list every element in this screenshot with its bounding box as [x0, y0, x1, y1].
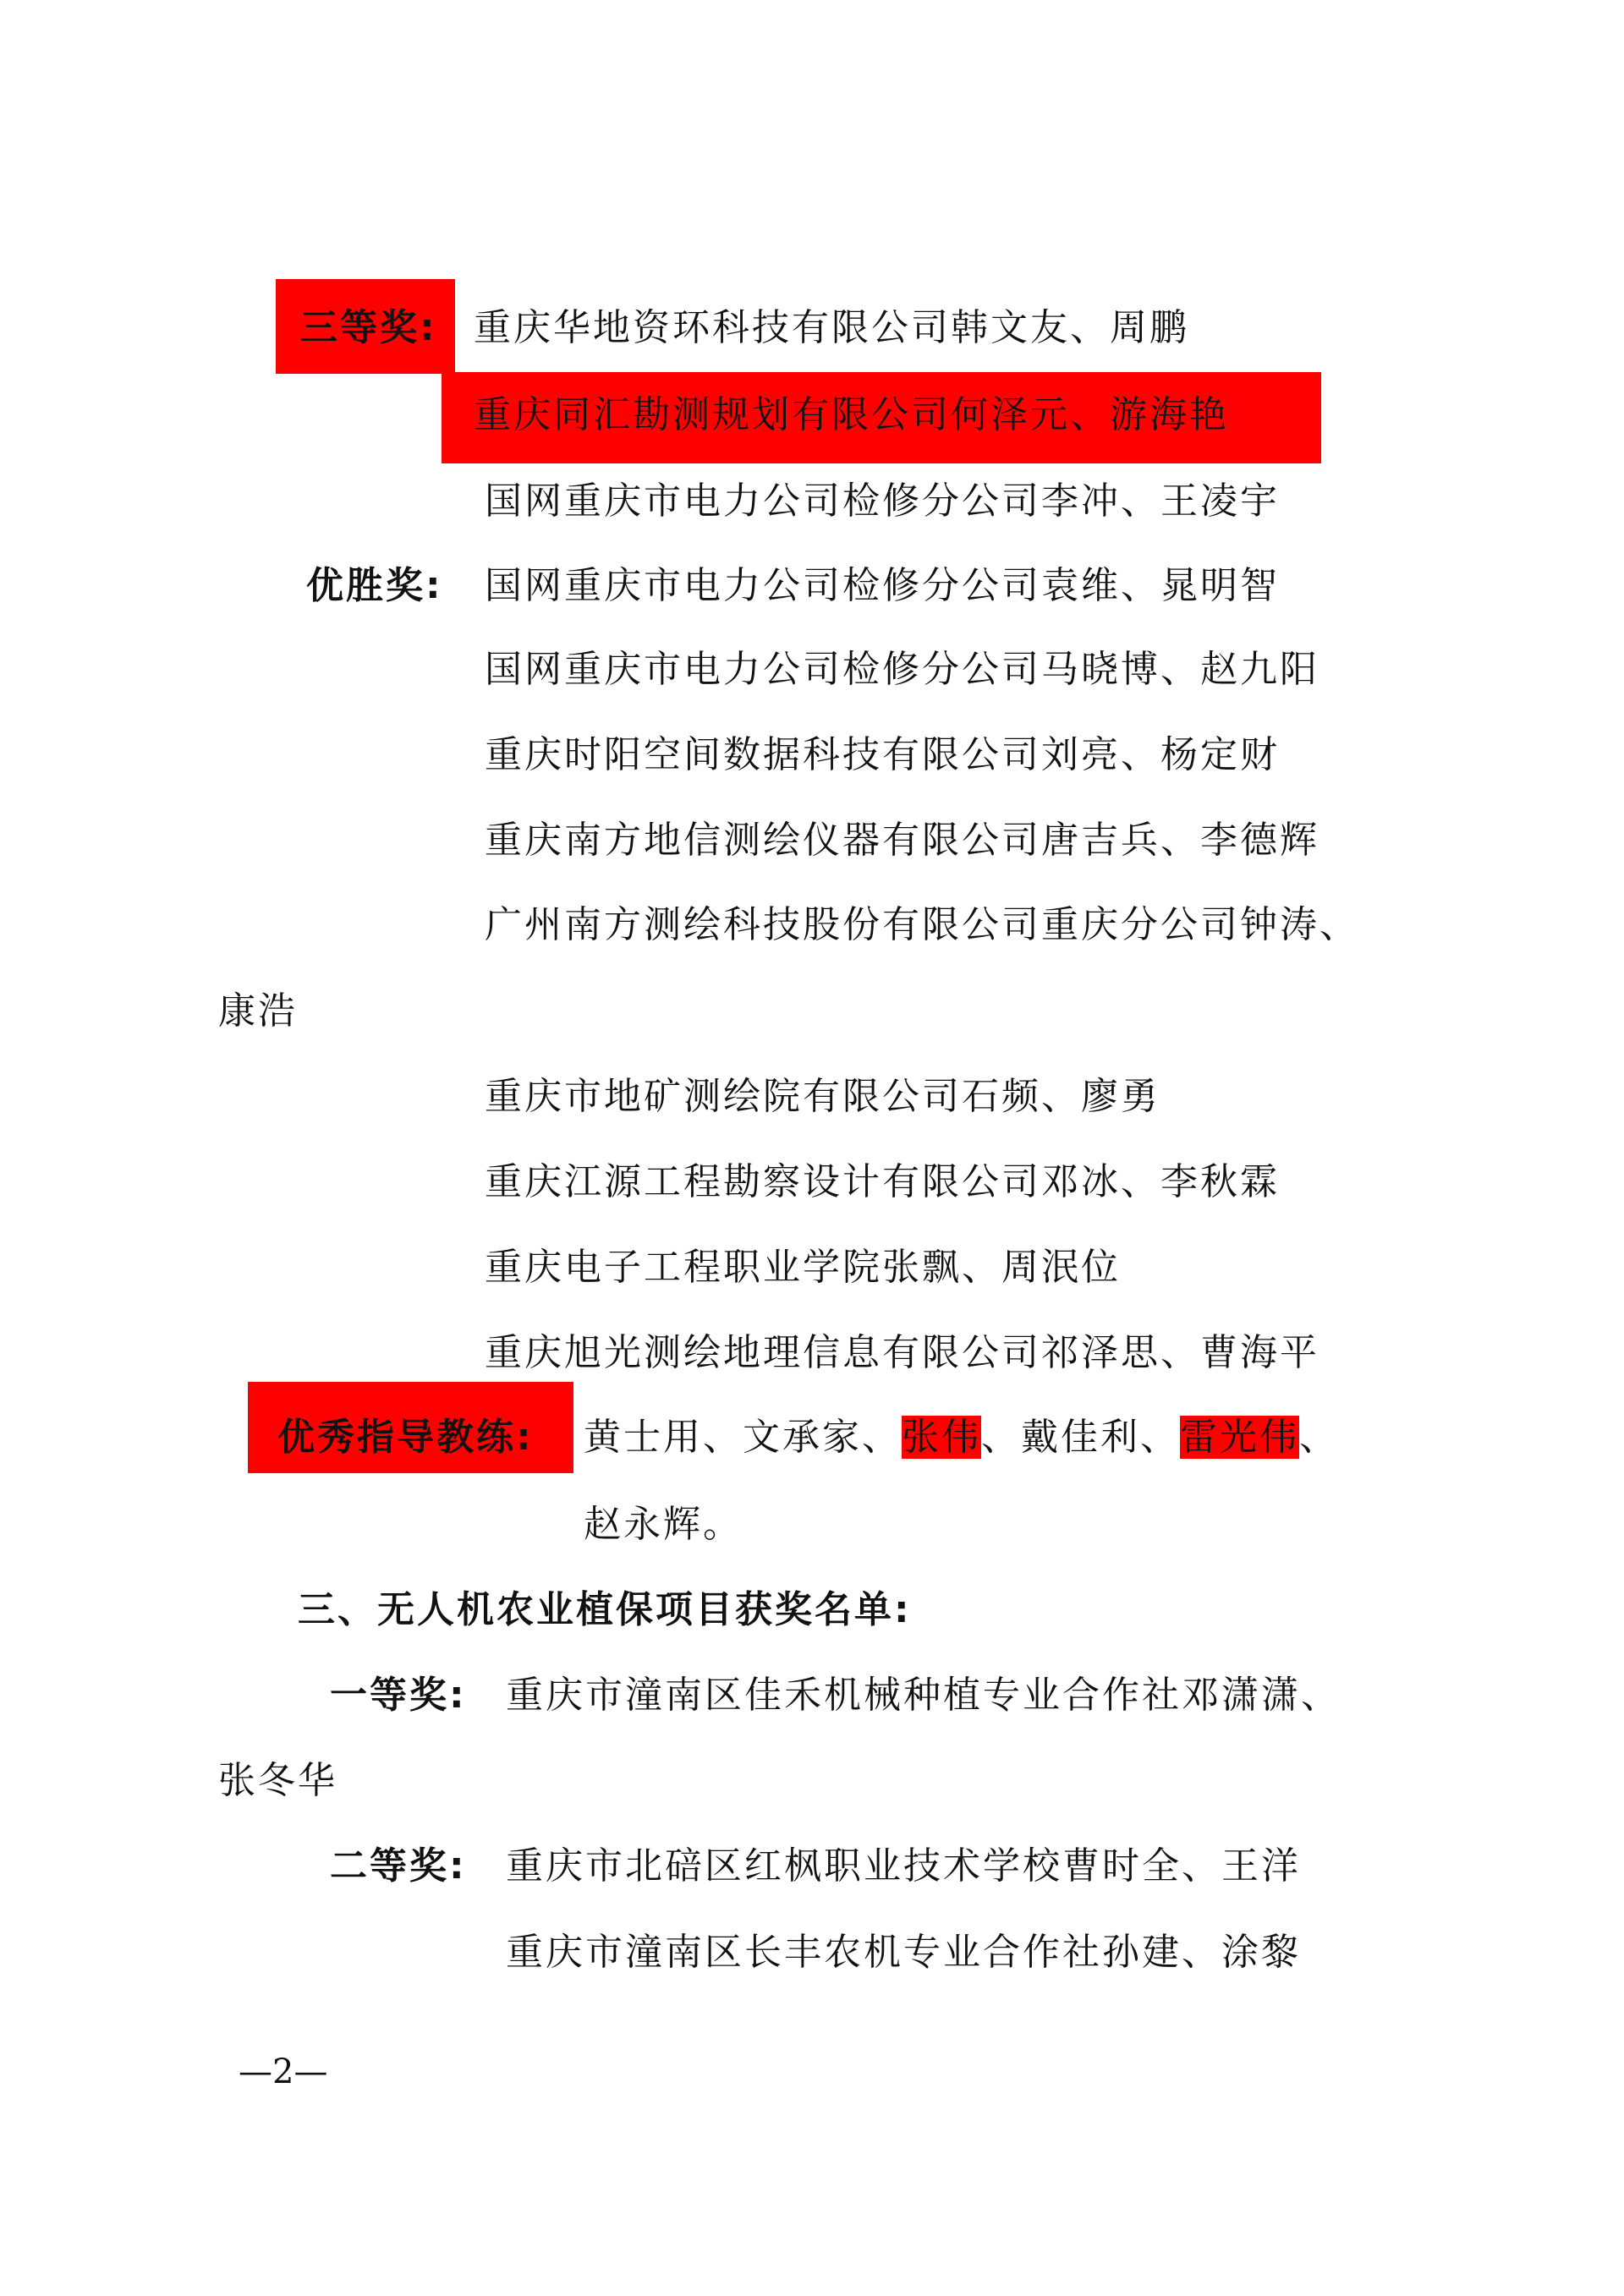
merit-prize-entry: 国网重庆市电力公司检修分公司马晓博、赵九阳: [485, 648, 1320, 691]
merit-prize-label: 优胜奖:: [306, 564, 443, 607]
highlighted-coach-name: 雷光伟: [1180, 1416, 1299, 1459]
merit-prize-entry-continued: 康浩: [218, 989, 298, 1033]
highlighted-coach-name: 张伟: [902, 1416, 981, 1459]
first-prize-entry-continued: 张冬华: [218, 1759, 337, 1802]
third-prize-entry: 国网重庆市电力公司检修分公司李冲、王凌宇: [485, 479, 1280, 523]
third-prize-entry: 重庆同汇勘测规划有限公司何泽元、游海艳: [474, 393, 1229, 436]
coach-names: 黄士用、文承家、: [584, 1416, 902, 1459]
coach-names: 、: [1299, 1416, 1339, 1459]
third-prize-label: 三等奖:: [300, 306, 437, 349]
coaches-line-1: [584, 1411, 1339, 1465]
page-number: —2—: [239, 2052, 328, 2091]
second-prize-label: 二等奖:: [330, 1844, 467, 1888]
first-prize-label: 一等奖:: [330, 1674, 467, 1717]
second-prize-entry: 重庆市潼南区长丰农机专业合作社孙建、涂黎: [506, 1931, 1301, 1974]
second-prize-entry: 重庆市北碚区红枫职业技术学校曹时全、王洋: [506, 1844, 1301, 1888]
coaches-label: 优秀指导教练:: [277, 1416, 534, 1459]
coaches-line-2: 赵永辉。: [584, 1503, 743, 1546]
merit-prize-entry: 重庆江源工程勘察设计有限公司邓冰、李秋霖: [485, 1160, 1280, 1203]
merit-prize-entry: 广州南方测绘科技股份有限公司重庆分公司钟涛、: [485, 903, 1359, 946]
section3-heading: 三、无人机农业植保项目获奖名单:: [298, 1588, 912, 1631]
first-prize-entry: 重庆市潼南区佳禾机械种植专业合作社邓潇潇、: [506, 1674, 1341, 1717]
coach-names: 、戴佳利、: [981, 1416, 1180, 1459]
merit-prize-entry: 重庆市地矿测绘院有限公司石频、廖勇: [485, 1075, 1160, 1118]
merit-prize-entry: 重庆南方地信测绘仪器有限公司唐吉兵、李德辉: [485, 819, 1320, 862]
merit-prize-entry: 重庆旭光测绘地理信息有限公司祁泽思、曹海平: [485, 1331, 1320, 1374]
merit-prize-entry: 重庆时阳空间数据科技有限公司刘亮、杨定财: [485, 733, 1280, 776]
merit-prize-entry: 国网重庆市电力公司检修分公司袁维、晁明智: [485, 564, 1280, 607]
third-prize-entry: 重庆华地资环科技有限公司韩文友、周鹏: [474, 306, 1189, 349]
merit-prize-entry: 重庆电子工程职业学院张飘、周泯位: [485, 1246, 1121, 1289]
